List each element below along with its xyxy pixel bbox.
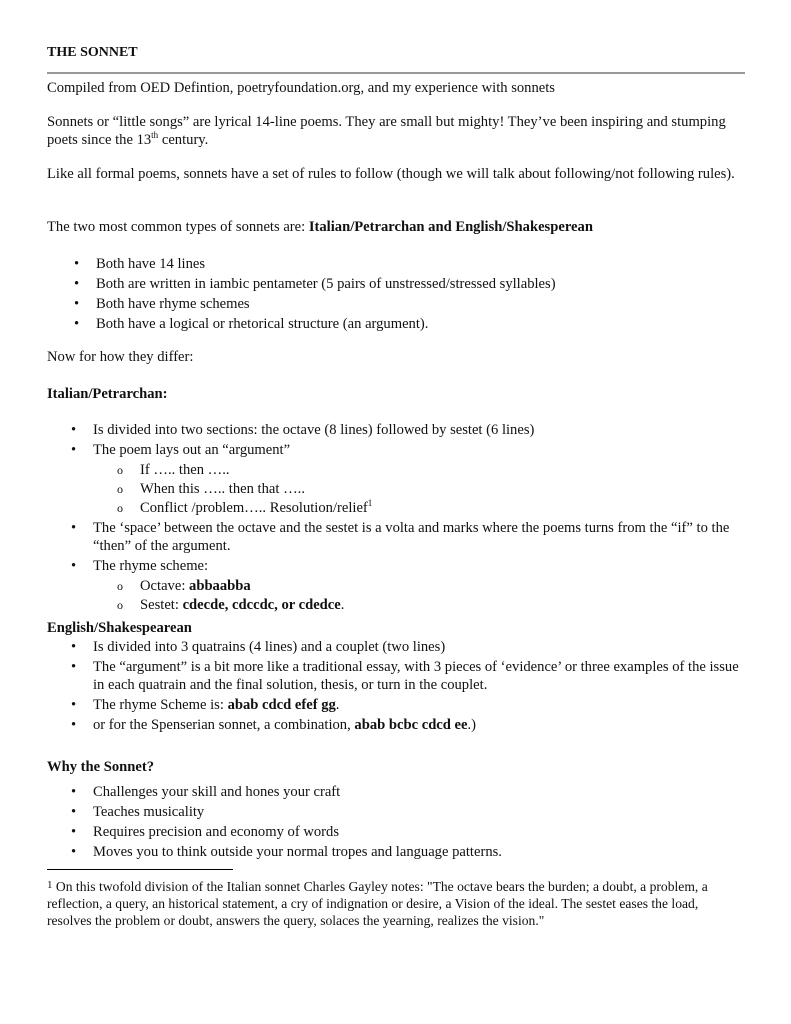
bullet-icon: • — [74, 296, 80, 312]
bullet-icon: • — [71, 659, 77, 675]
document-title: THE SONNET — [47, 45, 138, 60]
list-item: • The rhyme scheme: o Octave: abbaabba o Sestet: cdecde, cdccdc, or cdedce. — [93, 557, 745, 614]
rhyme-sublist — [93, 577, 745, 614]
why-list — [71, 783, 745, 861]
bullet-icon: • — [71, 844, 77, 860]
list-item: • Is divided into two sections: the octave (8 lines) followed by sestet (6 lines) — [71, 422, 535, 438]
bullet-icon: • — [71, 784, 77, 800]
bullet-icon: • — [71, 824, 77, 840]
circle-bullet-icon: o — [117, 579, 123, 593]
english-list — [71, 638, 745, 734]
circle-bullet-icon: o — [117, 482, 123, 496]
source-line: Compiled from OED Defintion, poetryfoundation.org, and my experience with sonnets — [47, 80, 555, 96]
superscript-th: th — [151, 130, 159, 141]
differ-line: Now for how they differ: — [47, 349, 194, 365]
bullet-icon: • — [71, 697, 77, 713]
bullet-icon: • — [71, 442, 77, 458]
english-heading: English/Shakespearean — [47, 620, 192, 636]
circle-bullet-icon: o — [117, 501, 123, 515]
sublist-item: o Conflict /problem….. Resolution/relief$^1$ — [117, 498, 373, 516]
intro-paragraph: Sonnets or “little songs” are lyrical 14-line poems. They are small but mighty! They’ve been inspiring and stumping poets since the 13th century. — [47, 114, 726, 148]
rules-paragraph: Like all formal poems, sonnets have a set of rules to follow (though we will talk about following/not following rules). — [47, 166, 735, 182]
footnote-mark: 1 — [47, 879, 53, 891]
bullet-icon: • — [71, 422, 77, 438]
title-divider — [47, 72, 745, 74]
bullet-icon: • — [71, 558, 77, 574]
circle-bullet-icon: o — [117, 598, 123, 612]
list-item: • The “argument” is a bit more like a traditional essay, with 3 pieces of ‘evidence’ or three examples of the issue in each quatrain and the final solution, thesis, or turn in the couplet. — [71, 659, 739, 693]
list-item: • Both are written in iambic pentameter (5 pairs of unstressed/stressed syllables) — [74, 276, 556, 292]
list-item: • Both have a logical or rhetorical structure (an argument). — [74, 316, 429, 332]
common-features-list — [74, 255, 746, 333]
list-item: • Requires precision and economy of words — [71, 824, 340, 840]
bullet-icon: • — [71, 717, 77, 733]
bullet-icon: • — [71, 520, 77, 536]
bullet-icon: • — [71, 804, 77, 820]
bullet-icon: • — [74, 256, 80, 272]
sublist-item: o When this ….. then that ….. — [117, 481, 305, 497]
list-item: • Is divided into 3 quatrains (4 lines) and a couplet (two lines) — [71, 639, 446, 655]
list-item: • Moves you to think outside your normal tropes and language patterns. — [71, 844, 502, 860]
circle-bullet-icon: o — [117, 463, 123, 477]
why-heading: Why the Sonnet? — [47, 759, 155, 775]
list-item: • Both have rhyme schemes — [74, 296, 250, 312]
footnote-reference: 1 — [367, 498, 373, 509]
list-item: • The poem lays out an “argument” o If ….. then ….. o When this ….. then that ….. o Conflict /problem….. Resolution/relief$^1$ — [93, 441, 745, 517]
list-item: • Both have 14 lines — [74, 256, 206, 272]
italian-heading: Italian/Petrarchan: — [47, 386, 168, 402]
footnote-divider — [47, 869, 233, 870]
list-item: • or for the Spenserian sonnet, a combination, abab bcbc cdcd ee.) — [71, 717, 477, 733]
italian-list — [71, 421, 745, 614]
footnote: $^1$ On this twofold division of the Italian sonnet Charles Gayley notes: "The octave bears the burden; a doubt, a problem, a reflection, a query, an historical statement, a cry of indignation or desire, a Vision of the ideal. The sestet eases the load, resolves the problem or doubt, answers the query, solaces the yearning, realizes the vision." — [47, 879, 708, 928]
argument-sublist — [93, 461, 745, 517]
list-item: • The rhyme Scheme is: abab cdcd efef gg. — [71, 697, 340, 713]
sublist-item: o Octave: abbaabba — [117, 578, 251, 594]
list-item: • The ‘space’ between the octave and the sestet is a volta and marks where the poems turns from the “if” to the “then” of the argument. — [71, 520, 730, 554]
bullet-icon: • — [71, 639, 77, 655]
sublist-item: o Sestet: cdecde, cdccdc, or cdedce. — [117, 597, 345, 613]
types-paragraph: The two most common types of sonnets are: Italian/Petrarchan and English/Shakesperean — [47, 219, 593, 235]
sublist-item: o If ….. then ….. — [117, 462, 230, 478]
bullet-icon: • — [74, 316, 80, 332]
list-item: • Teaches musicality — [71, 804, 205, 820]
list-item: • Challenges your skill and hones your craft — [71, 784, 341, 800]
bullet-icon: • — [74, 276, 80, 292]
